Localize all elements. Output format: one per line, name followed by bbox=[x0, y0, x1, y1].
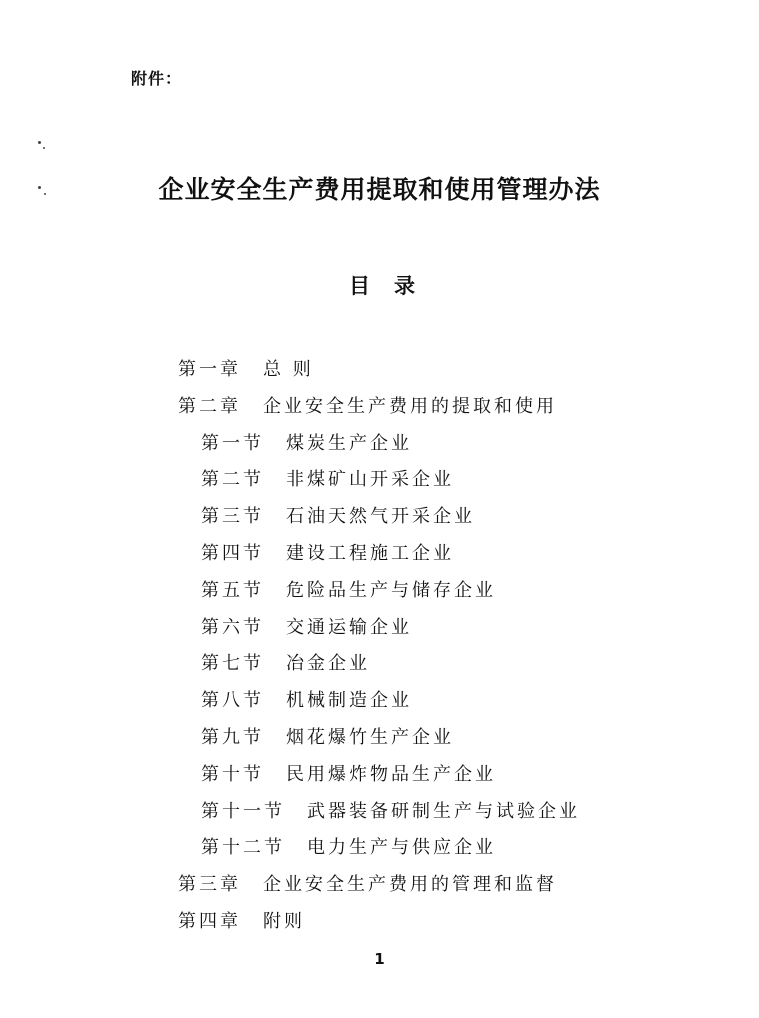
table-of-contents bbox=[178, 352, 580, 941]
toc-chapter-entry bbox=[178, 352, 580, 389]
toc-entry-number: 第十二节 bbox=[201, 837, 285, 859]
attachment-label: 附件： bbox=[131, 69, 183, 88]
toc-entry-number: 第二节 bbox=[201, 469, 264, 491]
toc-entry-label: 交通运输企业 bbox=[286, 616, 412, 638]
toc-entry-number: 第一节 bbox=[201, 432, 264, 454]
toc-section-entry bbox=[178, 499, 580, 536]
toc-entry-number: 第九节 bbox=[201, 726, 264, 748]
page-number: 1 bbox=[374, 950, 385, 968]
toc-entry-number: 第四章 bbox=[178, 910, 241, 932]
toc-chapter-entry bbox=[178, 867, 580, 904]
toc-entry-number: 第三节 bbox=[201, 506, 264, 528]
toc-entry-label: 煤炭生产企业 bbox=[286, 432, 412, 454]
toc-entry-label: 危险品生产与储存企业 bbox=[286, 579, 496, 601]
toc-entry-label: 武器装备研制生产与试验企业 bbox=[307, 800, 580, 822]
toc-entry-number: 第二章 bbox=[178, 395, 241, 417]
toc-section-entry bbox=[178, 683, 580, 720]
toc-entry-label: 民用爆炸物品生产企业 bbox=[286, 763, 496, 785]
toc-entry-label: 机械制造企业 bbox=[286, 690, 412, 712]
document-title: 企业安全生产费用提取和使用管理办法 bbox=[158, 175, 601, 204]
toc-entry-number: 第三章 bbox=[178, 874, 241, 896]
toc-entry-number: 第六节 bbox=[201, 616, 264, 638]
toc-entry-label: 电力生产与供应企业 bbox=[307, 837, 496, 859]
toc-entry-number: 第八节 bbox=[201, 690, 264, 712]
toc-section-entry bbox=[178, 462, 580, 499]
toc-section-entry bbox=[178, 794, 580, 831]
toc-section-entry bbox=[178, 426, 580, 463]
toc-section-entry bbox=[178, 830, 580, 867]
toc-entry-label: 冶金企业 bbox=[286, 653, 370, 675]
toc-section-entry bbox=[178, 536, 580, 573]
toc-entry-number: 第十节 bbox=[201, 763, 264, 785]
toc-entry-number: 第一章 bbox=[178, 359, 241, 380]
scan-speck bbox=[43, 147, 45, 149]
toc-section-entry bbox=[178, 757, 580, 794]
toc-entry-label: 石油天然气开采企业 bbox=[286, 506, 475, 528]
toc-section-entry bbox=[178, 610, 580, 647]
toc-entry-label: 企业安全生产费用的提取和使用 bbox=[263, 395, 557, 417]
toc-section-entry bbox=[178, 646, 580, 683]
scan-speck bbox=[38, 141, 41, 144]
toc-entry-label: 附则 bbox=[263, 910, 305, 932]
toc-chapter-entry bbox=[178, 389, 580, 426]
toc-chapter-entry bbox=[178, 904, 580, 941]
toc-entry-label: 非煤矿山开采企业 bbox=[286, 469, 454, 491]
toc-section-entry bbox=[178, 720, 580, 757]
toc-entry-number: 第四节 bbox=[201, 542, 264, 564]
toc-entry-label: 企业安全生产费用的管理和监督 bbox=[263, 874, 557, 896]
toc-entry-number: 第七节 bbox=[201, 653, 264, 675]
toc-heading: 目录 bbox=[349, 274, 439, 298]
toc-entry-label: 总 则 bbox=[263, 359, 314, 380]
toc-entry-number: 第五节 bbox=[201, 579, 264, 601]
toc-entry-label: 建设工程施工企业 bbox=[286, 542, 454, 564]
toc-section-entry bbox=[178, 573, 580, 610]
toc-entry-number: 第十一节 bbox=[201, 800, 285, 822]
toc-entry-label: 烟花爆竹生产企业 bbox=[286, 726, 454, 748]
